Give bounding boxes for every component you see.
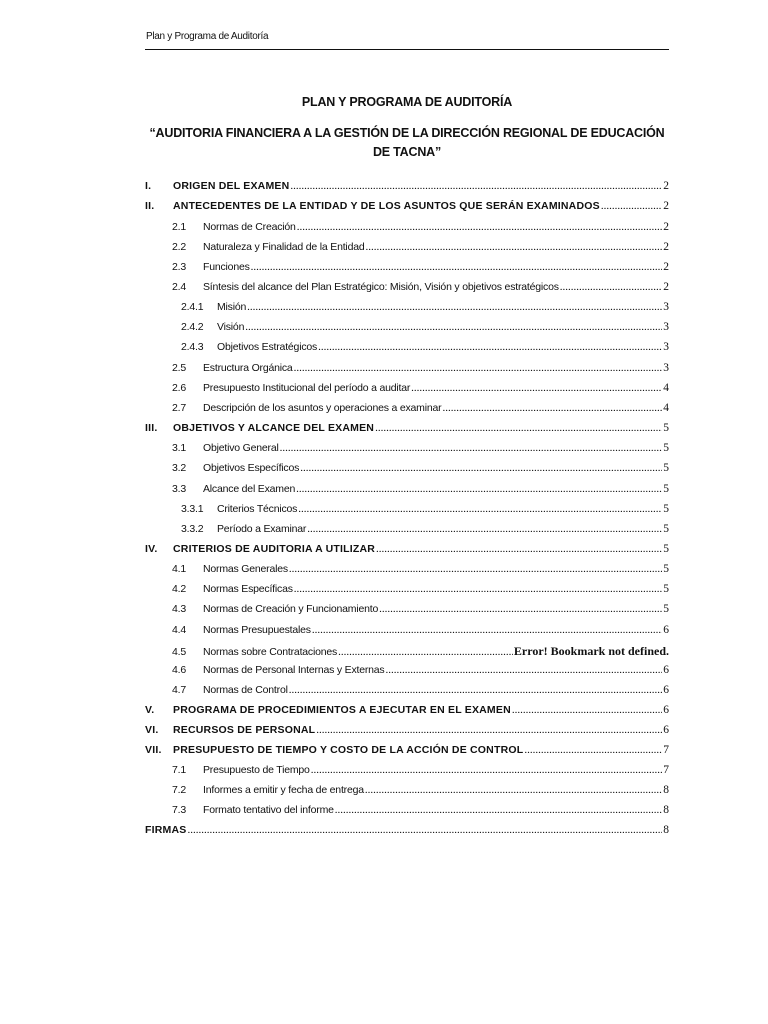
- toc-entry-number: I.: [145, 180, 152, 192]
- toc-entry-title: Objetivos Estratégicos: [217, 341, 318, 353]
- toc-entry-number: 4.3: [172, 603, 186, 615]
- toc-page-number: 8: [663, 824, 669, 836]
- toc-entry-title: Visión: [217, 321, 245, 333]
- toc-entry[interactable]: [145, 543, 669, 559]
- toc-page-number: 6: [663, 704, 669, 716]
- toc-page-number: 5: [663, 523, 669, 535]
- toc-entry[interactable]: [145, 442, 669, 458]
- running-header: Plan y Programa de Auditoría: [146, 31, 269, 42]
- toc-dot-leader: [187, 824, 662, 836]
- toc-entry-title: Normas de Control: [203, 684, 288, 696]
- toc-page-number: 2: [663, 180, 669, 192]
- toc-entry[interactable]: [145, 503, 669, 519]
- toc-page-number: 7: [663, 764, 669, 776]
- toc-entry-number: 2.7: [172, 402, 186, 414]
- toc-entry[interactable]: [145, 644, 669, 660]
- toc-entry[interactable]: [145, 804, 669, 820]
- toc-dot-leader: [297, 221, 663, 233]
- toc-page-number: 4: [663, 382, 669, 394]
- toc-page-number: 5: [663, 462, 669, 474]
- toc-dot-leader: [318, 341, 662, 353]
- toc-dot-leader: [311, 764, 663, 776]
- toc-entry[interactable]: [145, 281, 669, 297]
- toc-entry[interactable]: [145, 684, 669, 700]
- toc-entry-title: Normas de Creación y Funcionamiento: [203, 603, 379, 615]
- toc-entry[interactable]: [145, 744, 669, 760]
- toc-dot-leader: [411, 382, 662, 394]
- toc-entry-title: Normas Específicas: [203, 583, 293, 595]
- toc-page-number: 5: [663, 603, 669, 615]
- toc-entry-number: 3.1: [172, 442, 186, 454]
- toc-entry[interactable]: [145, 321, 669, 337]
- toc-page-number: 8: [663, 784, 669, 796]
- toc-page-number: 3: [663, 321, 669, 333]
- toc-dot-leader: [442, 402, 662, 414]
- toc-dot-leader: [245, 321, 662, 333]
- toc-dot-leader: [366, 241, 663, 253]
- toc-entry-number: IV.: [145, 543, 158, 555]
- toc-entry[interactable]: [145, 462, 669, 478]
- toc-entry[interactable]: [145, 664, 669, 680]
- toc-entry[interactable]: [145, 764, 669, 780]
- toc-entry-title: PROGRAMA DE PROCEDIMIENTOS A EJECUTAR EN EL EXAMEN: [173, 704, 511, 716]
- toc-entry-title: Misión: [217, 301, 247, 313]
- toc-dot-leader: [296, 483, 662, 495]
- toc-entry-number: 3.3: [172, 483, 186, 495]
- toc-page-number: 3: [663, 362, 669, 374]
- toc-entry-title: Período a Examinar: [217, 523, 307, 535]
- toc-entry[interactable]: [145, 180, 669, 196]
- toc-page-number: 6: [663, 724, 669, 736]
- toc-entry-number: 7.2: [172, 784, 186, 796]
- toc-page-number: 5: [663, 483, 669, 495]
- toc-dot-leader: [376, 543, 662, 555]
- toc-entry-number: 2.6: [172, 382, 186, 394]
- toc-entry[interactable]: [145, 583, 669, 599]
- toc-entry-number: 4.5: [172, 646, 186, 658]
- toc-entry-title: CRITERIOS DE AUDITORIA A UTILIZAR: [173, 543, 376, 555]
- toc-page-number: 5: [663, 563, 669, 575]
- toc-entry-title: Criterios Técnicos: [217, 503, 298, 515]
- toc-dot-leader: [280, 442, 663, 454]
- toc-entry-number: 2.2: [172, 241, 186, 253]
- document-title: PLAN Y PROGRAMA DE AUDITORÍA: [301, 95, 513, 109]
- toc-page-number: 2: [663, 200, 669, 212]
- toc-entry-number: 2.1: [172, 221, 186, 233]
- toc-page-number: 7: [663, 744, 669, 756]
- toc-entry-number: 3.3.1: [181, 503, 204, 515]
- toc-entry-title: Alcance del Examen: [203, 483, 296, 495]
- toc-entry-number: 2.4.2: [181, 321, 204, 333]
- toc-entry-number: 3.2: [172, 462, 186, 474]
- toc-entry-title: Informes a emitir y fecha de entrega: [203, 784, 364, 796]
- toc-entry[interactable]: [145, 382, 669, 398]
- toc-page-number: 5: [663, 442, 669, 454]
- toc-entry-title: FIRMAS: [145, 824, 187, 836]
- toc-page-number: 3: [663, 341, 669, 353]
- toc-entry-number: 7.3: [172, 804, 186, 816]
- toc-entry[interactable]: [145, 402, 669, 418]
- toc-entry-number: 3.3.2: [181, 523, 204, 535]
- toc-entry-title: Objetivo General: [203, 442, 279, 454]
- toc-entry-number: V.: [145, 704, 155, 716]
- toc-entry[interactable]: [145, 784, 669, 800]
- toc-entry-number: 4.4: [172, 624, 186, 636]
- toc-dot-leader: [560, 281, 662, 293]
- toc-entry-title: Presupuesto Institucional del período a auditar: [203, 382, 411, 394]
- toc-entry-title: Funciones: [203, 261, 250, 273]
- toc-entry-title: Objetivos Específicos: [203, 462, 300, 474]
- toc-entry[interactable]: [145, 624, 669, 640]
- toc-entry-title: Presupuesto de Tiempo: [203, 764, 310, 776]
- toc-dot-leader: [289, 563, 662, 575]
- toc-dot-leader: [247, 301, 662, 313]
- toc-page-number: 2: [663, 241, 669, 253]
- toc-dot-leader: [512, 704, 662, 716]
- toc-entry-title: Normas sobre Contrataciones: [203, 646, 338, 658]
- toc-entry-title: Descripción de los asuntos y operaciones a examinar: [203, 402, 442, 414]
- toc-entry-number: 4.6: [172, 664, 186, 676]
- toc-entry-number: VII.: [145, 744, 162, 756]
- toc-entry[interactable]: [145, 563, 669, 579]
- toc-entry-title: OBJETIVOS Y ALCANCE DEL EXAMEN: [173, 422, 375, 434]
- toc-entry-title: Normas de Personal Internas y Externas: [203, 664, 385, 676]
- toc-entry-number: 2.5: [172, 362, 186, 374]
- toc-dot-leader: [307, 523, 662, 535]
- toc-dot-leader: [289, 684, 663, 696]
- toc-entry[interactable]: [145, 362, 669, 378]
- toc-page-number: 5: [663, 583, 669, 595]
- toc-entry-number: 4.7: [172, 684, 186, 696]
- toc-entry-title: PRESUPUESTO DE TIEMPO Y COSTO DE LA ACCIÓN DE CONTROL: [173, 744, 524, 756]
- toc-entry-title: Naturaleza y Finalidad de la Entidad: [203, 241, 365, 253]
- toc-dot-leader: [335, 804, 662, 816]
- toc-entry[interactable]: [145, 261, 669, 277]
- toc-entry[interactable]: [145, 422, 669, 438]
- toc-entry[interactable]: [145, 523, 669, 539]
- toc-entry-number: 2.3: [172, 261, 186, 273]
- toc-entry[interactable]: [145, 603, 669, 619]
- toc-entry-number: 2.4: [172, 281, 186, 293]
- toc-dot-leader: [316, 724, 662, 736]
- toc-entry-title: ORIGEN DEL EXAMEN: [173, 180, 290, 192]
- toc-dot-leader: [251, 261, 663, 273]
- toc-page-number: 6: [663, 664, 669, 676]
- toc-dot-leader: [290, 180, 662, 192]
- toc-entry-number: 2.4.3: [181, 341, 204, 353]
- toc-entry[interactable]: [145, 724, 669, 740]
- toc-entry-number: VI.: [145, 724, 159, 736]
- toc-dot-leader: [300, 462, 662, 474]
- toc-entry-number: 7.1: [172, 764, 186, 776]
- toc-entry-number: 4.1: [172, 563, 186, 575]
- toc-dot-leader: [338, 646, 513, 658]
- toc-entry[interactable]: [145, 824, 669, 840]
- toc-dot-leader: [294, 583, 662, 595]
- toc-page-number: 6: [663, 624, 669, 636]
- toc-entry-number: II.: [145, 200, 155, 212]
- toc-entry[interactable]: [145, 221, 669, 237]
- document-subtitle: “AUDITORIA FINANCIERA A LA GESTIÓN DE LA DIRECCIÓN REGIONAL DE EDUCACIÓN DE TACNA”: [149, 126, 665, 159]
- toc-dot-leader: [298, 503, 662, 515]
- toc-entry-title: Normas Generales: [203, 563, 288, 575]
- toc-dot-leader: [524, 744, 662, 756]
- toc-page-number: 6: [663, 684, 669, 696]
- toc-page-number: 5: [663, 422, 669, 434]
- toc-dot-leader: [312, 624, 662, 636]
- toc-page-number: 2: [663, 281, 669, 293]
- toc-dot-leader: [379, 603, 662, 615]
- toc-dot-leader: [375, 422, 662, 434]
- toc-entry-title: Formato tentativo del informe: [203, 804, 334, 816]
- toc-dot-leader: [386, 664, 663, 676]
- toc-bookmark-error: Error! Bookmark not defined.: [513, 644, 669, 658]
- toc-dot-leader: [365, 784, 662, 796]
- toc-entry[interactable]: [145, 704, 669, 720]
- toc-entry[interactable]: [145, 200, 669, 216]
- toc-entry-number: 4.2: [172, 583, 186, 595]
- toc-page-number: 4: [663, 402, 669, 414]
- toc-entry-title: Estructura Orgánica: [203, 362, 293, 374]
- toc-page-number: 5: [663, 503, 669, 515]
- toc-entry[interactable]: [145, 241, 669, 257]
- toc-entry[interactable]: [145, 341, 669, 357]
- toc-entry-title: Normas de Creación: [203, 221, 296, 233]
- toc-page-number: 8: [663, 804, 669, 816]
- toc-page-number: 5: [663, 543, 669, 555]
- toc-entry[interactable]: [145, 301, 669, 317]
- toc-entry-title: Síntesis del alcance del Plan Estratégico: Misión, Visión y objetivos estratégicos: [203, 281, 559, 293]
- toc-dot-leader: [294, 362, 663, 374]
- toc-entry-number: III.: [145, 422, 158, 434]
- toc-page-number: 2: [663, 261, 669, 273]
- toc-entry[interactable]: [145, 483, 669, 499]
- toc-entry-number: 2.4.1: [181, 301, 204, 313]
- toc-entry-title: Normas Presupuestales: [203, 624, 311, 636]
- toc-entry-title: RECURSOS DE PERSONAL: [173, 724, 316, 736]
- toc-page-number: 3: [663, 301, 669, 313]
- toc-entry-title: ANTECEDENTES DE LA ENTIDAD Y DE LOS ASUNTOS QUE SERÁN EXAMINADOS: [173, 200, 600, 212]
- toc-page-number: 2: [663, 221, 669, 233]
- toc-dot-leader: [601, 200, 662, 212]
- header-rule: [145, 49, 669, 50]
